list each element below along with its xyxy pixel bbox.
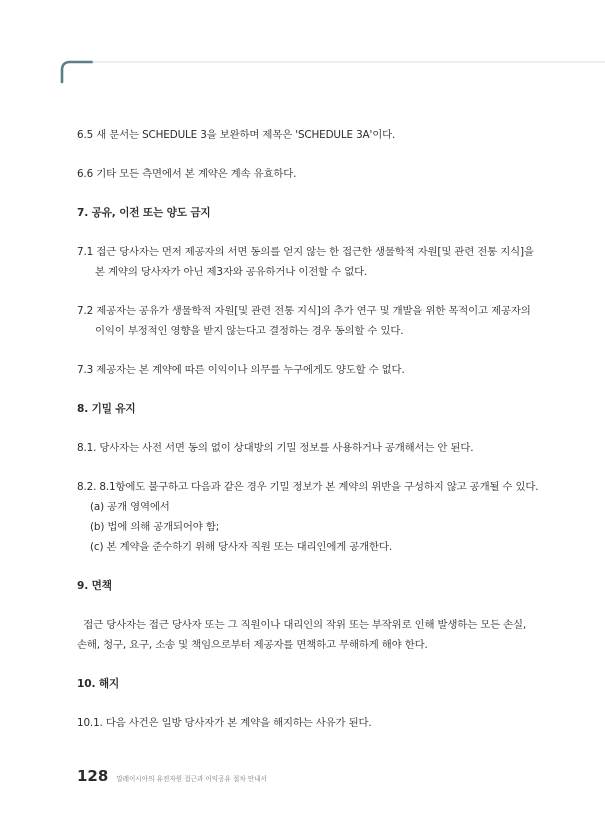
section-heading-9: 9. 면책 [77, 580, 112, 592]
clause-7-2-line-2: 이익이 부정적인 영향을 받지 않는다고 결정하는 경우 동의할 수 있다. [95, 325, 404, 337]
clause-9-line-2: 손해, 청구, 요구, 소송 및 책임으로부터 제공자를 면책하고 무해하게 해야 한다. [77, 639, 428, 651]
clause-8-1: 8.1. 당사자는 사전 서면 동의 없이 상대방의 기밀 정보를 사용하거나 공개해서는 안 된다. [77, 442, 474, 454]
section-heading-7: 7. 공유, 이전 또는 양도 금지 [77, 207, 211, 219]
clause-8-2-item-c: (c) 본 계약을 준수하기 위해 당사자 직원 또는 대리인에게 공개한다. [90, 541, 392, 553]
clause-10-1: 10.1. 다음 사건은 일방 당사자가 본 계약을 해지하는 사유가 된다. [77, 717, 372, 729]
page-number: 128 [77, 767, 109, 785]
clause-6-5: 6.5 새 문서는 SCHEDULE 3을 보완하며 제목은 'SCHEDULE 3A'이다. [77, 129, 396, 141]
clause-9-line-1: 접근 당사자는 접근 당사자 또는 그 직원이나 대리인의 작위 또는 부작위로 인해 발생하는 모든 손실, [77, 619, 527, 631]
footer-title: 말레이시아의 유전자원 접근과 이익공유 절차 안내서 [116, 775, 267, 783]
section-heading-8: 8. 기밀 유지 [77, 403, 136, 415]
clause-7-1-line-1: 7.1 접근 당사자는 먼저 제공자의 서면 동의를 얻지 않는 한 접근한 생물학적 자원[및 관련 전통 지식]을 [77, 246, 534, 258]
clause-7-3: 7.3 제공자는 본 계약에 따른 이익이나 의무를 누구에게도 양도할 수 없다. [77, 364, 405, 376]
clause-7-1-line-2: 본 계약의 당사자가 아닌 제3자와 공유하거나 이전할 수 없다. [95, 266, 368, 278]
section-heading-10: 10. 해지 [77, 678, 120, 690]
clause-6-6: 6.6 기타 모든 측면에서 본 계약은 계속 유효하다. [77, 168, 297, 180]
clause-8-2-item-b: (b) 법에 의해 공개되어야 함; [90, 521, 220, 533]
page-footer [77, 767, 267, 785]
clause-8-2-item-a: (a) 공개 영역에서 [90, 501, 170, 513]
clause-7-2-line-1: 7.2 제공자는 공유가 생물학적 자원[및 관련 전통 지식]의 추가 연구 및 개발을 위한 목적이고 제공자의 [77, 305, 531, 317]
clause-8-2: 8.2. 8.1항에도 불구하고 다음과 같은 경우 기밀 정보가 본 계약의 위반을 구성하지 않고 공개될 수 있다. [77, 481, 539, 493]
